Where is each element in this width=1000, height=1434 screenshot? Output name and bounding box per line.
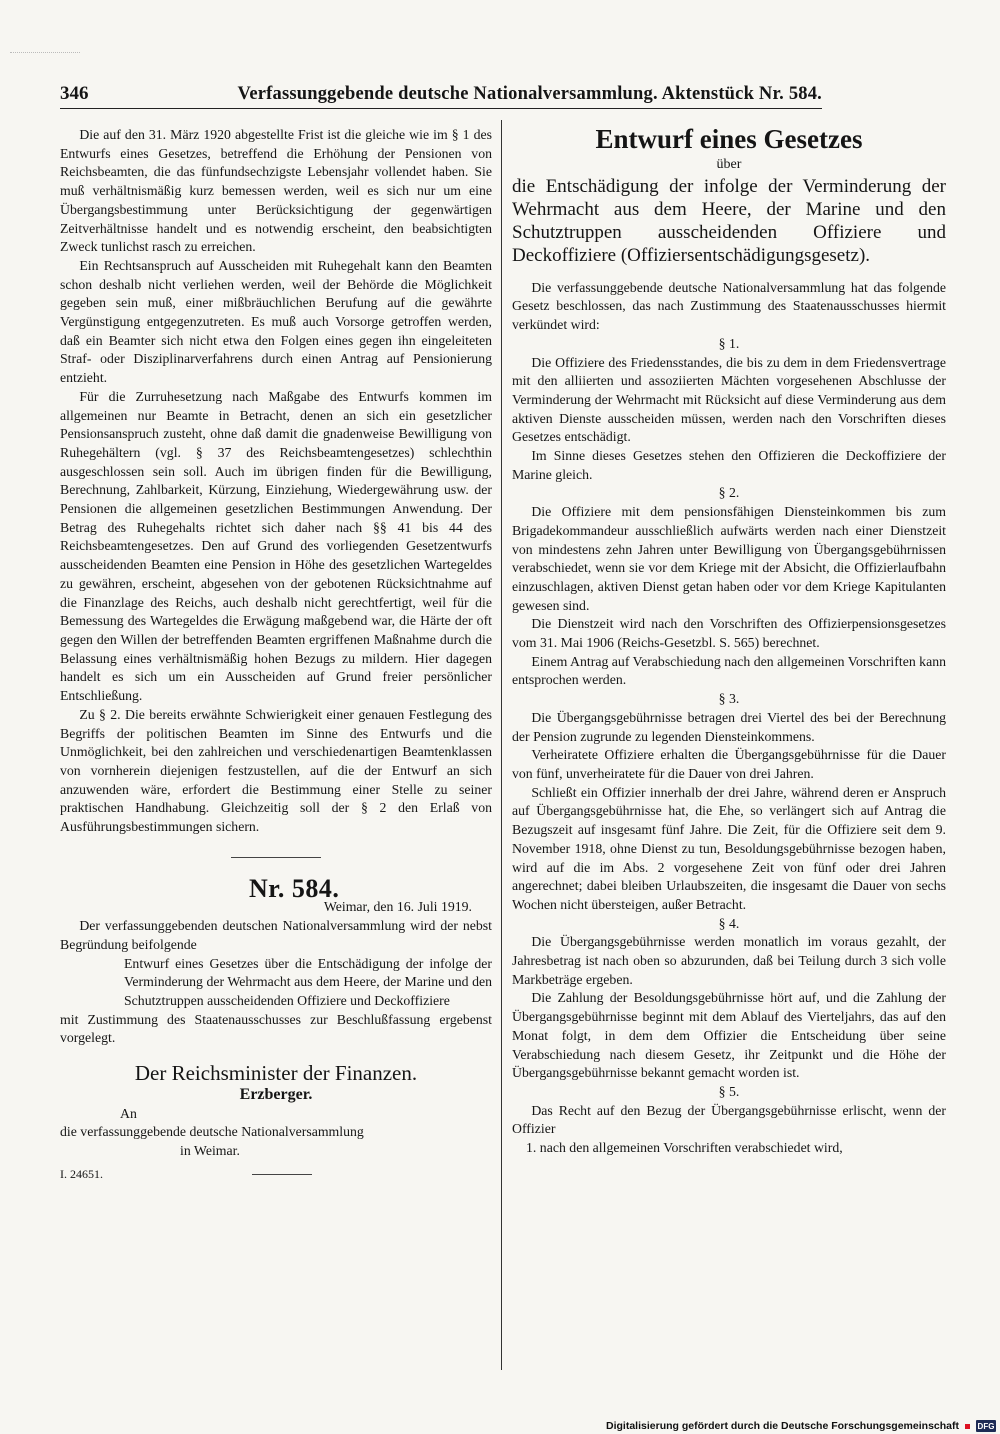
section-paragraph: Die Übergangsgebührnisse werden monatlich im voraus gezahlt, der Jahresbetrag ist nach oben so abzurunden, daß bei Teilung durch 3 sich volle Markbeträge ergeben. (512, 934, 946, 987)
reference-line (60, 1165, 492, 1184)
enclosure-title: Entwurf eines Gesetzes über die Entschädigung der infolge der Verminderung der Wehrmacht aus dem Heere, der Marine und den Schutztruppen ausscheidenden Offiziere und Deckoffiziere (124, 955, 492, 1008)
dfg-logo: DFG (977, 1421, 995, 1431)
dateline: Weimar, den 16. Juli 1919. (323, 899, 472, 915)
reference-number: I. 24651. (60, 1166, 103, 1181)
law-subtitle: die Entschädigung der infolge der Verminderung der Wehrmacht aus dem Heere, der Marine und den Schutztruppen ausscheidenden Offiziere und Deckoffiziere (Offiziersentschädigungsgesetz). (512, 175, 946, 266)
left-column (60, 126, 492, 1184)
section-separator (231, 857, 321, 858)
document-number: Nr. 584. (248, 873, 340, 903)
right-column (512, 126, 946, 1158)
address-block (60, 1105, 492, 1161)
left-paragraph: Zu § 2. Die bereits erwähnte Schwierigkeit einer genauen Festlegung des Begriffs der politischen Beamten im Sinne des Entwurfs und die Unmöglichkeit, bei den zahlreichen und verschiedenartigen Beamtenklassen von vornherein diejenigen festzustellen, auf die der Entwurf an sich anzuwenden wäre, erfordert die Bestimmung einer Stelle zu seiner praktischen Handhabung. Gleichzeitig soll der § 2 den Erlaß von Ausführungsbestimmungen sichern. (60, 706, 492, 835)
left-paragraph: Ein Rechtsanspruch auf Ausscheiden mit Ruhegehalt kann den Beamten schon deshalb nicht verliehen werden, weil der Behörde die Möglichkeit gegeben sein muß, einer mißbräuchlichen Berufung auf die gewährte Vergünstigung entgegenzutreten. Es muß auch Vorsorge getroffen werden, daß ein Beamter sich nicht etwa den Folgen eines gegen ihn eingeleiteten Straf- oder Disziplinarverfahrens durch einen Antrag auf Pensionierung entzieht. (60, 257, 492, 386)
section-paragraph: Die Offiziere des Friedensstandes, die bis zu dem in dem Friedensvertrage mit den alliierten und assoziierten Mächten vorgesehenen Abschlusse der Verminderung der Wehrmacht mit Rücksicht auf diese Verminderung aus dem aktiven Dienste ausscheiden müssen, werden nach den Vorschriften dieses Gesetzes entschädigt. (512, 354, 946, 445)
list-item: 1. nach den allgemeinen Vorschriften verabschiedet wird, (526, 1140, 843, 1156)
section-heading: § 1. (718, 335, 740, 351)
page-header (60, 78, 822, 109)
section-heading: § 2. (718, 485, 740, 501)
law-ueber: über (716, 157, 742, 172)
left-paragraph: Für die Zurruhesetzung nach Maßgabe des Entwurfs kommen im allgemeinen nur Beamte in Betracht, denen an sich ein gesetzlicher Pensionsanspruch zusteht, ohne daß damit die gnadenweise Bewilligung von Ruhegehältern (vgl. § 37 des Reichsbeamtengesetzes) schlechthin ausgeschlossen sein soll. Auch im übrigen finden für die Bewilligung, Berechnung, Zahlbarkeit, Kürzung, Einziehung, Wiedergewährung usw. der Pensionen die allgemeinen gesetzlichen Bestimmungen Anwendung. Der Betrag des Ruhegehalts richtet sich daher nach §§ 41 bis 44 des Reichsbeamtengesetzes. Den auf Grund des vorliegenden Gesetzentwurfs ausscheidenden Beamten eine Pension in Höhe des gesetzlichen Wartegeldes zu gewähren, erscheint, abgesehen von der gebotenen Rücksichtnahme auf die Finanzlage des Reichs, auch deshalb nicht gerechtfertigt, weil für die Bemessung des Wartegeldes die Erwägung maßgebend war, die Härte der oft gegen den Willen der betreffenden Beamten ergriffenen Maßnahme durch die Belassung eines verhältnismäßig hohen Bezugs zu mildern. Hier dagegen handelt es sich um ein Ausscheiden auf Grund freier persönlicher Entschließung. (60, 388, 492, 704)
running-head: Verfassunggebende deutsche Nationalversammlung. Aktenstück Nr. 584. (237, 84, 822, 104)
footer-text: Digitalisierung gefördert durch die Deutsche Forschungsgemeinschaft (606, 1420, 959, 1432)
left-paragraph: Die auf den 31. März 1920 abgestellte Frist ist die gleiche wie im § 1 des Entwurfs eines Gesetzes, betreffend die Erhöhung der Pensionen von Reichsbeamten, die das fünfundsechzigste Lebensjahr vollendet haben. Sie muß verhältnismäßig kurz bemessen werden, weil es sich nur um eine Übergangsbestimmung unter Berücksichtigung der gegenwärtigen Zeitverhältnisse handelt und es notwendig erscheint, den beabsichtigten Zweck tunlichst rasch zu erreichen. (60, 127, 492, 255)
minister-title: Der Reichsminister der Finanzen. (134, 1061, 418, 1086)
dfg-dot-icon (965, 1424, 970, 1429)
section-heading: § 5. (718, 1083, 740, 1099)
section-heading: § 3. (718, 691, 740, 707)
law-title: Entwurf eines Gesetzes (595, 124, 863, 154)
address-line: An (120, 1105, 137, 1121)
section-paragraph: Verheiratete Offiziere erhalten die Übergangsgebührnisse für die Dauer von fünf, unverheiratete für die Dauer von drei Jahren. (512, 747, 946, 781)
address-line: die verfassunggebende deutsche Nationalversammlung (60, 1124, 364, 1140)
section-heading: § 4. (718, 915, 740, 931)
section-paragraph: Die Übergangsgebührnisse betragen drei Viertel des bei der Berechnung der Pension zugrunde zu legenden Diensteinkommens. (512, 709, 946, 744)
column-divider (501, 120, 502, 1370)
scan-artifact (10, 52, 80, 55)
closing-text: mit Zustimmung des Staatenausschusses zur Beschlußfassung ergebenst vorgelegt. (60, 1011, 492, 1046)
section-paragraph: Die Dienstzeit wird nach den Vorschriften des Offizierpensionsgesetzes vom 31. Mai 1906 (Reichs-Gesetzbl. S. 565) berechnet. (512, 616, 946, 651)
intro-text: Der verfassunggebenden deutschen Nationalversammlung wird der nebst Begründung beifolgende (60, 918, 492, 952)
preamble: Die verfassunggebende deutsche Nationalversammlung hat das folgende Gesetz beschlossen, das nach Zustimmung des Staatenausschusses hiermit verkündet wird: (512, 279, 946, 333)
section-paragraph: Im Sinne dieses Gesetzes stehen den Offizieren die Deckoffiziere der Marine gleich. (512, 448, 946, 482)
section-paragraph: Das Recht auf den Bezug der Übergangsgebührnisse erlischt, wenn der Offizier (512, 1102, 946, 1137)
footer (606, 1418, 996, 1434)
signer-name: Erzberger. (239, 1086, 313, 1104)
section-paragraph: Einem Antrag auf Verabschiedung nach den allgemeinen Vorschriften kann entsprochen werden. (512, 653, 946, 688)
page-number: 346 (60, 83, 89, 104)
address-line: in Weimar. (180, 1143, 240, 1159)
section-paragraph: Die Zahlung der Besoldungsgebührnisse hört auf, und die Zahlung der Übergangsgebührnisse beginnt mit dem Ablauf des Vierteljahrs, das auf den Monat folgt, in dem dem Offizier die Entscheidung über seine Verabschiedung nach diesem Gesetz, ihr Zeitpunkt und die Höhe der Übergangsgebührnisse bekannt gemacht worden ist. (512, 990, 946, 1081)
section-paragraph: Schließt ein Offizier innerhalb der drei Jahre, während deren er Anspruch auf Übergangsgebührnisse hat, die Ehe, so verlängert sich auf Antrag die Bezugszeit auf insgesamt fünf Jahre. Die Zeit, für die Offiziere seit dem 9. November 1918, ohne Dienst zu tun, Besoldungsgebührnisse bezogen haben, wird auf die im Abs. 2 vorgesehene Zeit von fünf oder drei Jahren angerechnet; dabei bleiben Urlaubszeiten, die insgesamt die Dauer von sechs Wochen nicht übersteigen, außer Betracht. (512, 784, 946, 912)
section-paragraph: Die Offiziere mit dem pensionsfähigen Diensteinkommen bis zum Brigadekommandeur ausschließlich aufwärts werden nach einer Dienstzeit von mindestens zehn Jahren unter Bewilligung von Übergangsgebührnissen verabschiedet, wenn sie vor dem Kriege mit der Absicht, die Offizierlaufbahn einzuschlagen, aktiven Dienst getan haben oder vor dem Kriege Kapitulanten gewesen sind. (512, 504, 946, 613)
short-rule (252, 1174, 312, 1175)
